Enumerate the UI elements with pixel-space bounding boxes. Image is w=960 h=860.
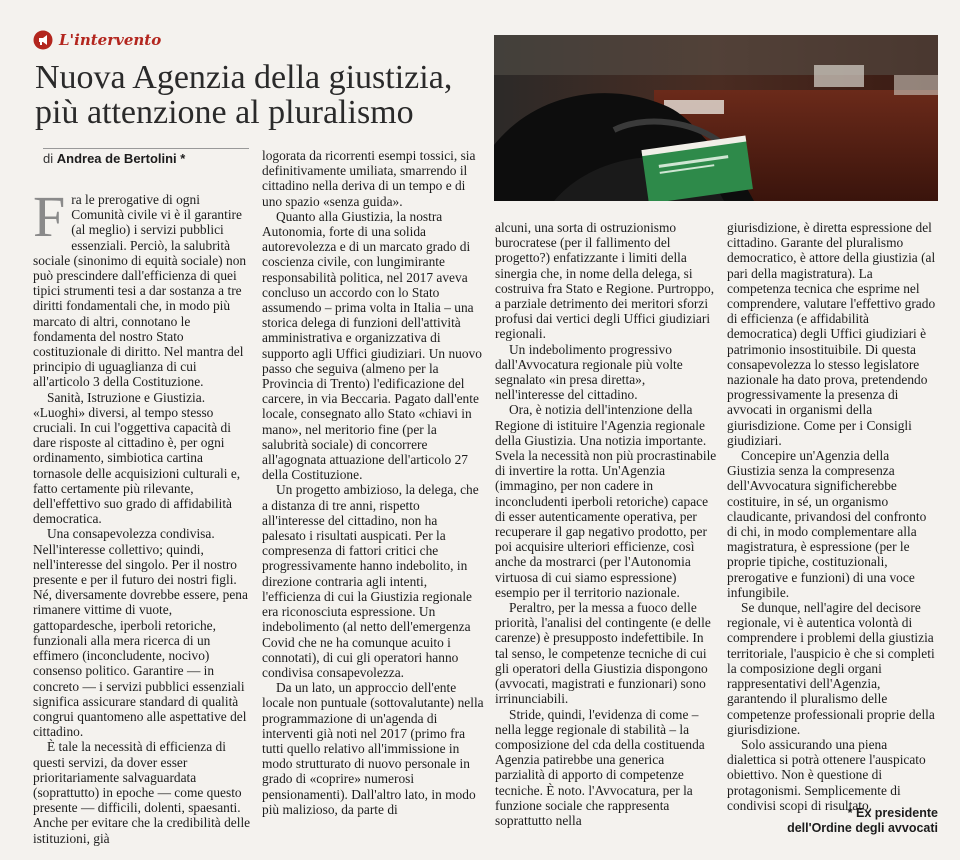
paragraph: logorata da ricorrenti esempi tossici, sia definitivamente umiliata, smarrendo il cittadino nella deriva di un tempo e di uno spazio «senza guida». [262, 148, 476, 209]
paragraph: Solo assicurando una piena dialettica si potrà ottenere l'auspicato obiettivo. Non è questione di protagonismi. Semplicemente di condivisi scopi di risultato. [727, 736, 926, 813]
author-name: Andrea de Bertolini * [56, 151, 186, 166]
article-column-4 [727, 220, 939, 813]
courtroom-gown-photo [494, 35, 938, 201]
paragraph: Quanto alla Giustizia, la nostra Autonomia, forte di una solida autorevolezza e di un marcato grado di coscienza civile, con lungimirante responsabilità politica, nel 2017 aveva concluso un accordo con lo Stato assumendo – prima volta in Italia – una storica delega di funzioni dell'attività amministrativa e organizzativa di supporto agli Uffici giudiziari. Un nuovo passo che seguiva (almeno per la Provincia di Trento) l'edificazione del carcere, in via Beccaria. Pagato dall'ente locale, consegnato allo Stato «chiavi in mano», nel meritorio fine (per la salubrità sociale) di concorrere all'agognata attuazione dell'articolo 27 della Costituzione. [262, 208, 482, 483]
article-column-3 [495, 220, 717, 828]
paragraph: Un progetto ambizioso, la delega, che a distanza di tre anni, rispetto all'interesse del cittadino, non ha palesato i risultati auspicati. Per la compresenza di fattori critici che progressivamente hanno indebolito, in direzione contraria agli intenti, l'efficienza di cui la Giustizia regionale era riconosciuta espressione. Un indebolimento (al netto dell'emergenza Covid che ne ha comunque acuito i connotati), di cui gli operatori hanno condivisa consapevolezza. [262, 482, 479, 680]
paragraph: Un indebolimento progressivo dall'Avvocatura regionale più volte segnalato «in presa diretta», nell'interesse del cittadino. [495, 341, 683, 403]
footnote-line-2: dell'Ordine degli avvocati [787, 821, 938, 835]
paragraph: Una consapevolezza condivisa. Nell'interesse collettivo; quindi, nell'interesse del singolo. Per il nostro presente e per il futuro dei nostri figli. Né, diversamente dovrebbe essere, pena rimanere vittime di vuote, gattopardesche, iperboli retoriche, funzionali alla mera ricerca di un effimero (inconcludente, nocivo) consenso politico. Garantire — in concreto — i servizi pubblici essenziali significa assicurare standard di qualità congrui quantomeno alle aspettative del cittadino. [33, 526, 248, 740]
paragraph: Sanità, Istruzione e Giustizia. «Luoghi» diversi, al tempo stesso cruciali. In cui l'oggettiva capacità di dare risposte al cittadino è, per ogni ordinamento, simbiotica cartina tornasole delle acquisizioni culturali e, fatto certamente più rilevante, dell'effettivo suo grado di affidabilità democratica. [33, 389, 241, 527]
paragraph: Stride, quindi, l'evidenza di come – nella legge regionale di stabilità – la composizione del cda della costituenda Agenzia patirebbe una generica parzialità di apporto di competenze tecniche. È noto. l'Avvocatura, per la funzione sociale che rappresenta soprattutto nella [495, 706, 705, 828]
paragraph: giurisdizione, è diretta espressione del cittadino. Garante del pluralismo democratico, è attore della giustizia (al pari della magistratura). La competenza tecnica che esprime nel comprendere, valutare l'effettivo grado di efficienza (e affidabilità democratica) degli Uffici giudiziari è patrimonio insostituibile. Di questa consapevolezza lo stesso legislatore nazionale ha dato prova, pretendendo progressivamente la presenza di avvocati in organismi della giurisdizione. Come per i Consigli giudiziari. [727, 220, 936, 448]
paragraph: Se dunque, nell'agire del decisore regionale, vi è autentica volontà di comprendere i problemi della giustizia territoriale, l'auspicio è che si completi la composizione degli organi rappresentativi dell'Agenzia, garantendo il pluralismo delle competenze professionali proprie della giurisdizione. [727, 600, 935, 737]
article-column-2 [262, 148, 484, 817]
kicker [33, 30, 161, 50]
drop-cap: F [33, 184, 66, 249]
paragraph: alcuni, una sorta di ostruzionismo burocratese (per il fallimento del progetto?) enfatizzante i limiti della sinergia che, in nome della delega, si costruiva fra Stato e Regione. Purtroppo, a parziale detrimento dei meritori sforzi profusi dai vertici degli Uffici giudiziari regionali. [495, 220, 715, 342]
headline-line-2: più attenzione al pluralismo [35, 94, 414, 131]
byline-prefix: di [43, 151, 54, 166]
byline [43, 148, 249, 166]
author-footnote [787, 806, 938, 836]
paragraph: Concepire un'Agenzia della Giustizia senza la compresenza dell'Avvocatura significherebbe costituire, in sé, un organismo claudicante, privandosi del confronto di chi, in modo complementare alla magistratura, è espressione (per le proprie tipiche, costituzionali, prerogative e funzioni) di una voce infungibile. [727, 448, 927, 600]
headline [35, 60, 495, 130]
paragraph: Da un lato, un approccio dell'ente locale non puntuale (sottovalutante) nella programmazione di un'agenda di interventi già noti nel 2017 (primo fra tutti quello relativo all'immissione in modo strutturato di nuovo personale in grado di «coprire» numerosi pensionamenti). Dall'altro lato, in modo più malizioso, da parte di [262, 680, 484, 817]
paragraph: Peraltro, per la messa a fuoco delle priorità, l'analisi del contingente (e delle carenze) è presupposto indefettibile. In tal senso, le competenze tecniche di cui gli operatori della Giustizia dispongono (avvocati, magistrati e funzionari) sono irrinunciabili. [495, 600, 711, 707]
headline-line-1: Nuova Agenzia della giustizia, [35, 59, 453, 96]
paragraph: ra le prerogative di ogni Comunità civile vi è il garantire (al meglio) i servizi pubblici essenziali. Perciò, la salubrità sociale (sinonimo di equità sociale) non può prescindere dall'efficienza di quei tipici strumenti tesi a dar sostanza a tre diritti fondamentali che, in modo più marcato di altri, connotano le fondamenta del nostro Stato costituzionale di diritto. Nel mantra del principio di uguaglianza di cui all'articolo 3 della Costituzione. [33, 192, 247, 390]
paragraph: Ora, è notizia dell'intenzione della Regione di istituire l'Agenzia regionale della Giustizia. Una notizia importante. Svela la necessità non più procrastinabile di invertire la rotta. Un'Agenzia (immagino, per non cadere in inconcludenti iperboli retoriche) capace di esser autenticamente operativa, per recuperare il gap negativo prodotto, per poi acquisire ulteriori efficienze, così anche da mostrarci (per l'Autonomia virtuosa di cui siamo espressione) esempio per il territorio nazionale. [495, 402, 717, 600]
article-column-1 [33, 184, 251, 846]
paragraph: È tale la necessità di efficienza di questi servizi, da dover esser prioritariamente salvaguardata (soprattutto) in epoche — come questo presente — difficili, dolenti, spaesanti. Anche per evitare che la credibilità delle istituzioni, già [33, 739, 251, 846]
section-label: L'intervento [59, 31, 162, 49]
megaphone-icon [33, 30, 53, 50]
footnote-line-1: * Ex presidente [847, 806, 938, 820]
